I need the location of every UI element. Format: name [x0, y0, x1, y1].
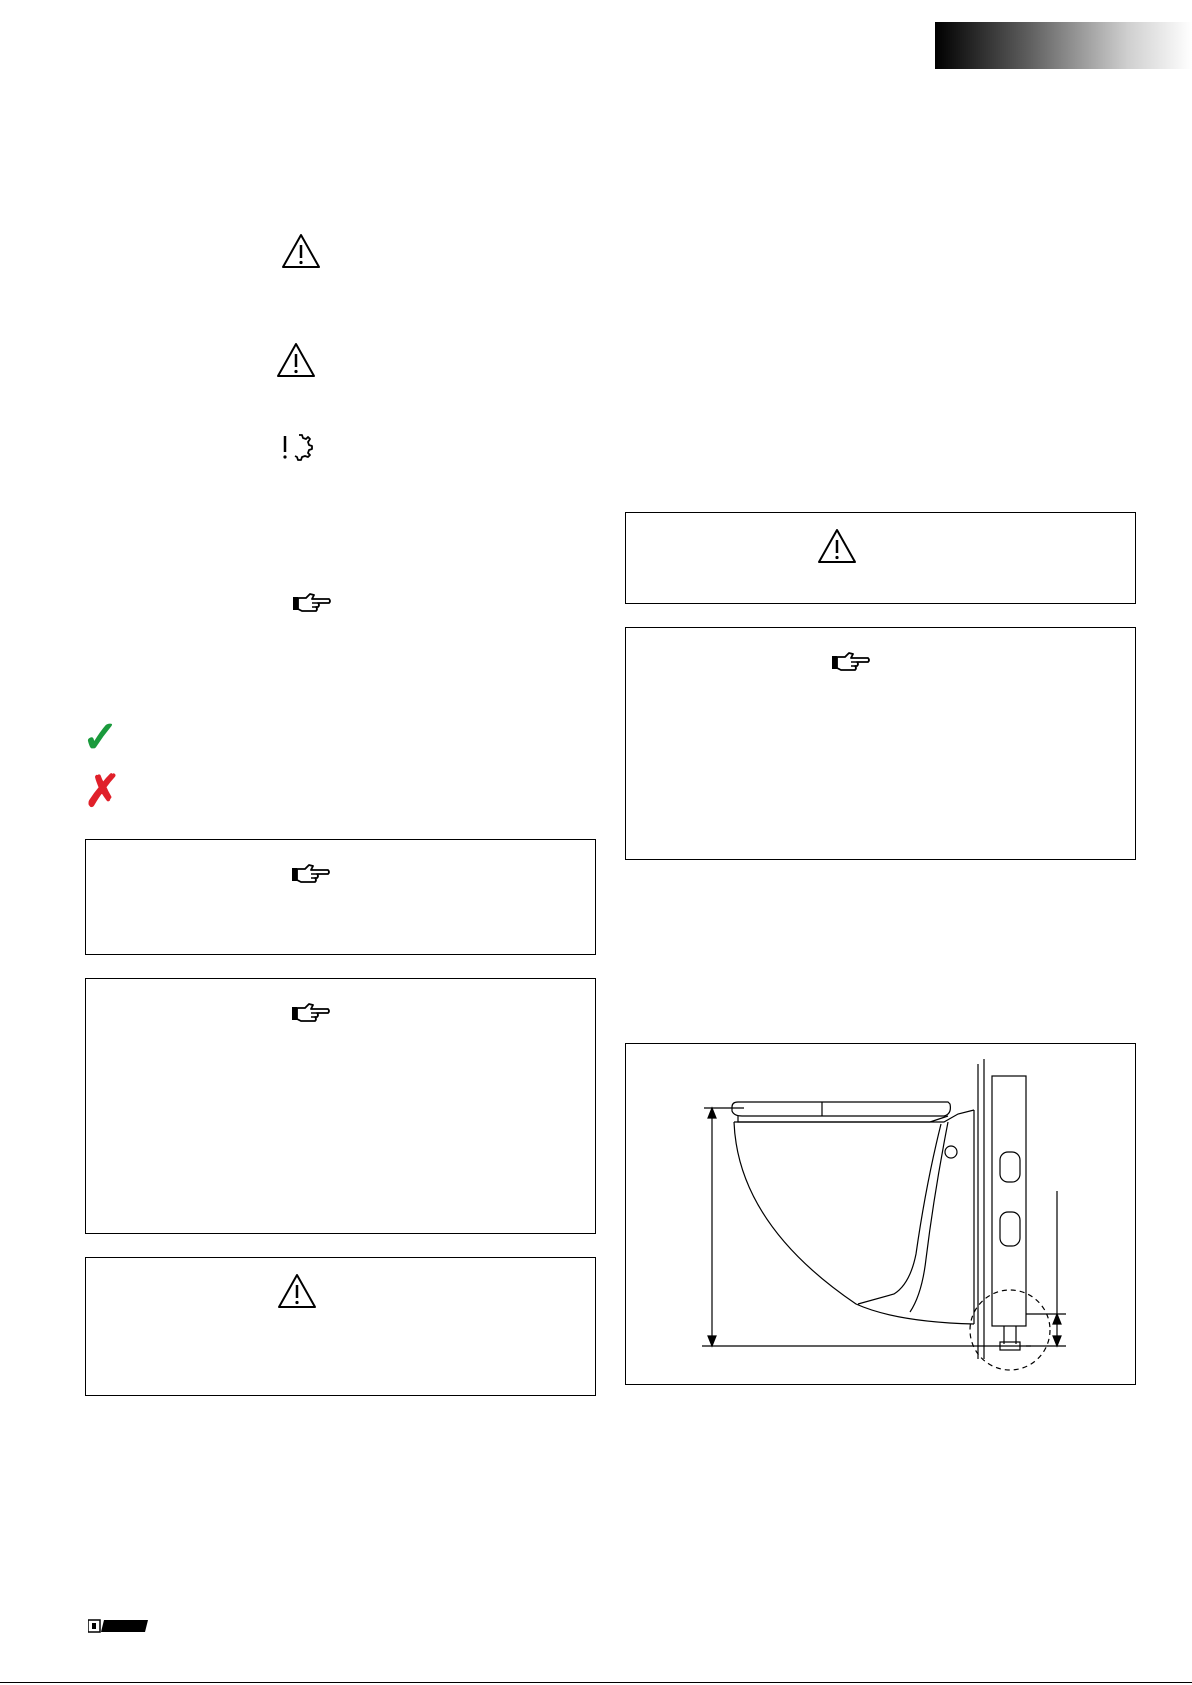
warning-triangle-icon — [281, 233, 321, 269]
check-mark-icon: ✓ — [82, 713, 119, 762]
note-box — [85, 839, 596, 955]
footer-rule — [0, 1682, 1192, 1683]
pointing-hand-icon — [291, 1001, 331, 1025]
installation-diagram — [625, 1043, 1136, 1385]
note-box — [625, 627, 1136, 860]
warning-box — [625, 512, 1136, 604]
vetus-logo — [88, 1619, 148, 1633]
warning-box — [85, 1257, 596, 1396]
warning-triangle-icon — [817, 528, 857, 564]
pointing-hand-icon — [292, 591, 332, 615]
language-tab — [935, 22, 1192, 69]
cross-mark-icon: ✗ — [84, 767, 121, 816]
pointing-hand-icon — [831, 650, 871, 674]
caution-gear-icon — [281, 432, 319, 466]
note-box — [85, 978, 596, 1234]
warning-triangle-icon — [276, 342, 316, 378]
pointing-hand-icon — [291, 862, 331, 886]
toilet-side-view-drawing — [626, 1044, 1134, 1383]
warning-triangle-icon — [277, 1273, 317, 1309]
